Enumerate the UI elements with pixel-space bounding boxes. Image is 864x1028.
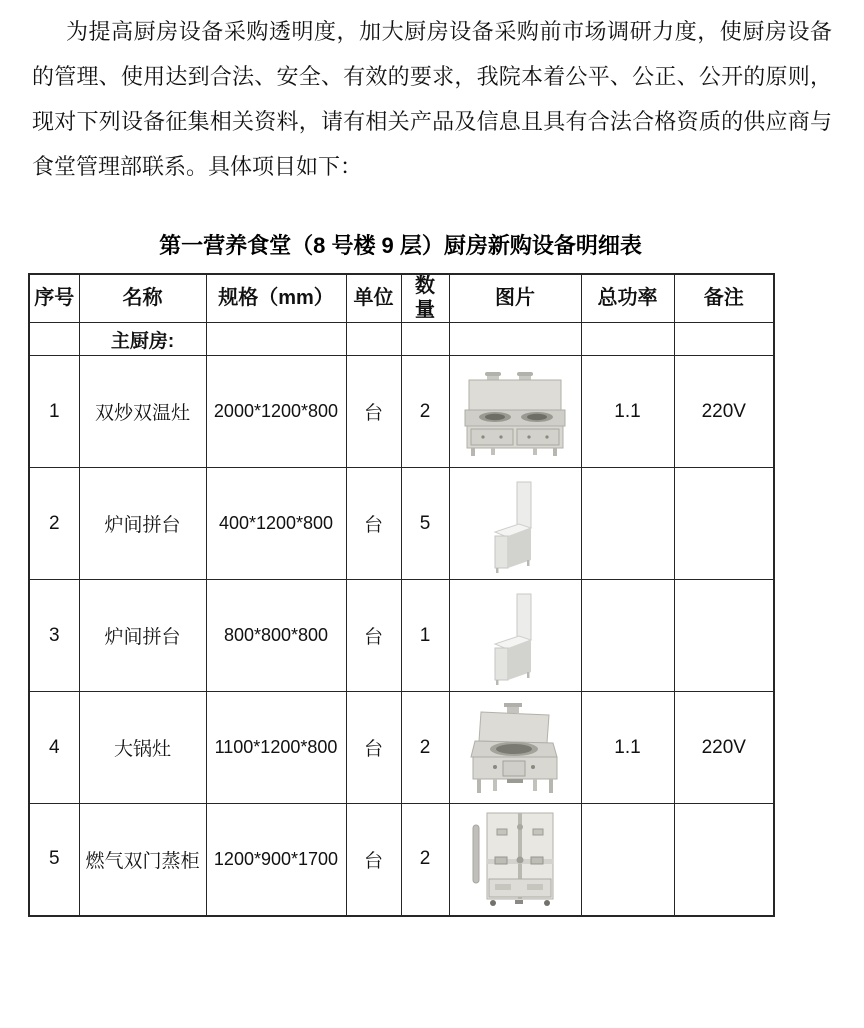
table-title: 第一营养食堂（8 号楼 9 层）厨房新购设备明细表: [159, 233, 642, 258]
intro-line-2: 的管理、使用达到合法、安全、有效的要求，我院本着公平、公正、公开的原则，: [32, 64, 832, 89]
row-remark: [674, 580, 774, 692]
row-power: [581, 804, 674, 916]
row-image-cell: [449, 468, 581, 580]
row-spec: 2000*1200*800: [206, 356, 346, 468]
row-spec: 800*800*800: [206, 580, 346, 692]
section-label: 主厨房:: [79, 323, 206, 356]
intro-line-4: 食堂管理部联系。具体项目如下：: [32, 154, 363, 179]
row-name: 大锅灶: [79, 692, 206, 804]
row-power: [581, 580, 674, 692]
row-name: 炉间拼台: [79, 580, 206, 692]
intro-line-3: 现对下列设备征集相关资料，请有相关产品及信息且具有合法合格资质的供应商与: [32, 109, 832, 134]
row-spec: 1200*900*1700: [206, 804, 346, 916]
row-qty: 2: [401, 356, 449, 468]
row-name: 炉间拼台: [79, 468, 206, 580]
double-wok-range-photo: [452, 367, 579, 457]
equipment-row-5: [29, 804, 774, 916]
equipment-row-3: [29, 580, 774, 692]
equipment-row-4: [29, 692, 774, 804]
row-no: 5: [29, 804, 79, 916]
empty-cell: [674, 323, 774, 356]
row-spec: 400*1200*800: [206, 468, 346, 580]
empty-cell: [401, 323, 449, 356]
row-qty: 2: [401, 692, 449, 804]
row-remark: 220V: [674, 692, 774, 804]
row-remark: [674, 804, 774, 916]
row-no: 2: [29, 468, 79, 580]
col-header-spec: 规格（mm）: [206, 274, 346, 323]
row-name: 双炒双温灶: [79, 356, 206, 468]
row-unit: 台: [346, 468, 401, 580]
empty-cell: [346, 323, 401, 356]
row-unit: 台: [346, 692, 401, 804]
col-header-no: 序号: [29, 274, 79, 323]
col-header-qty: 数量: [401, 274, 449, 323]
col-header-name: 名称: [79, 274, 206, 323]
row-power: [581, 468, 674, 580]
row-no: 1: [29, 356, 79, 468]
row-unit: 台: [346, 356, 401, 468]
stove-filler-table-photo: [452, 474, 579, 574]
row-no: 4: [29, 692, 79, 804]
row-remark: [674, 468, 774, 580]
row-name: 燃气双门蒸柜: [79, 804, 206, 916]
row-image-cell: [449, 692, 581, 804]
row-qty: 5: [401, 468, 449, 580]
row-image-cell: [449, 804, 581, 916]
row-image-cell: [449, 356, 581, 468]
col-header-unit: 单位: [346, 274, 401, 323]
col-header-image: 图片: [449, 274, 581, 323]
row-power: 1.1: [581, 356, 674, 468]
row-unit: 台: [346, 580, 401, 692]
big-pot-stove-photo: [452, 701, 579, 795]
intro-paragraph: [0, 0, 864, 189]
row-spec: 1100*1200*800: [206, 692, 346, 804]
intro-line-1: 为提高厨房设备采购透明度，加大厨房设备采购前市场调研力度，使厨房设备: [66, 19, 832, 44]
empty-cell: [29, 323, 79, 356]
row-no: 3: [29, 580, 79, 692]
section-row-main-kitchen: [29, 323, 774, 356]
row-unit: 台: [346, 804, 401, 916]
stove-filler-table-photo: [452, 586, 579, 686]
equipment-row-2: [29, 468, 774, 580]
equipment-table: [28, 273, 775, 917]
equipment-row-1: [29, 356, 774, 468]
row-image-cell: [449, 580, 581, 692]
row-qty: 2: [401, 804, 449, 916]
empty-cell: [581, 323, 674, 356]
col-header-power: 总功率: [581, 274, 674, 323]
table-header-row: [29, 274, 774, 323]
col-header-remark: 备注: [674, 274, 774, 323]
empty-cell: [449, 323, 581, 356]
row-qty: 1: [401, 580, 449, 692]
row-remark: 220V: [674, 356, 774, 468]
double-door-steam-cabinet-photo: [452, 807, 579, 911]
row-power: 1.1: [581, 692, 674, 804]
empty-cell: [206, 323, 346, 356]
